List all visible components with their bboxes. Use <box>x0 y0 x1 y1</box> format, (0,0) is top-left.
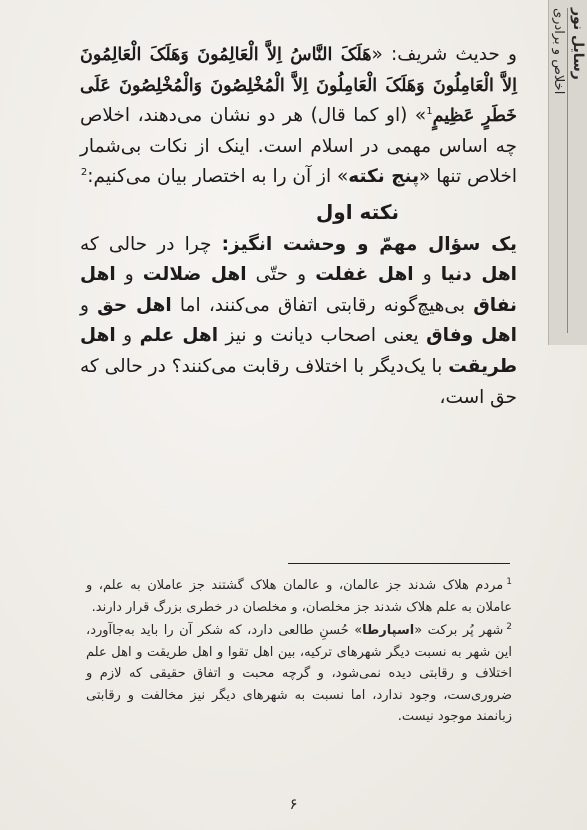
term-ahle-nefagh: اهل نفاق <box>80 264 517 316</box>
question-lead: یک سؤال مهمّ و وحشت انگیز: <box>221 233 517 255</box>
footnotes <box>86 575 512 730</box>
footnote-1-number: 1 <box>506 576 512 587</box>
paragraph-question <box>80 230 517 414</box>
text-run: با یک‌دیگر با اختلاف رقابت می‌کنند؟ در حالی که حق است، <box>80 355 517 408</box>
text-run: چرا در حالی که <box>80 233 222 255</box>
term-ahle-tarighat: اهل طریقت <box>80 325 517 377</box>
section-heading: نکته اول <box>315 199 399 224</box>
term-ahle-vefagh: اهل وفاق <box>426 325 517 347</box>
panj-nokte: پنج نکته <box>348 166 420 188</box>
footnote-ref-1[interactable]: 1 <box>426 106 433 118</box>
text-run: و <box>115 264 143 286</box>
footnote-1 <box>86 575 512 618</box>
paragraph-hadith <box>80 40 517 193</box>
hadith-arabic: هَلَکَ النَّاسُ اِلاَّ الْعَالِمُونَ وَهَلَکَ الْعَالِمُونَ اِلاَّ الْعَامِلُونَ وَهَلَکَ الْعَامِلُونَ اِلاَّ الْمُخْلِصُونَ وَالْمُخْلِصُونَ عَلَی خَطَرٍ عَظِیمٍ <box>80 45 517 127</box>
text-run: و <box>80 294 98 316</box>
footnote-rule <box>288 563 510 564</box>
side-tab-divider <box>567 8 568 333</box>
series-title: رسایل نور <box>570 8 586 80</box>
hadith-comment: » (او کما قال) هر دو نشان می‌دهند، اخلاص چه اساس مهمی در اسلام است. اینک از نکات بی‌شمار اخلاص تنها « <box>80 105 517 188</box>
footnote-1-text: مردم هلاک شدند جز عالمان، و عالمان هلاک گشتند جز عاملان به علم، و عاملان به علم هلاک شدند جز مخلصان، و مخلصان در خطری بزرگ قرار دارند. <box>86 578 512 615</box>
term-ahle-donya: اهل دنیا <box>440 264 517 286</box>
footnote-2-number: 2 <box>506 621 512 632</box>
main-text <box>80 40 517 413</box>
page-number: ۶ <box>289 795 298 813</box>
term-ahle-elm: اهل علم <box>139 325 219 347</box>
term-ahle-zalalat: اهل ضلالت <box>142 264 247 286</box>
paragraph-outro: » از آن را به اختصار بیان می‌کنیم: <box>87 166 349 188</box>
text-run: و حتّی <box>246 264 316 286</box>
term-ahle-ghaflat: اهل غفلت <box>315 264 414 286</box>
text-run: و <box>413 264 441 286</box>
text-run: یعنی اصحاب دیانت و نیز <box>218 325 427 347</box>
footnote-ref-2[interactable]: 2 <box>80 167 88 179</box>
hadith-intro: و حدیث شریف: « <box>371 44 517 65</box>
side-tab <box>548 0 587 345</box>
footnote-2-text-b: » حُسنِ طالعی دارد، که شکر آن را باید به‌جاآورد، این شهر به نسبت دیگر شهرهای ترکیه، بین اهل تقوا و اهل طریقت و اهل علم اختلاف و رقابتی دیده نمی‌شود، و گرچه محبت و اتفاق حقیقی که لازم و ضروری‌ست، وجود ندارد، اما نسبت به شهرهای دیگر نیز مخالفت و رقابتی زبانمند موجود نیست. <box>86 623 512 724</box>
text-run: بی‌هیچ‌گونه رقابتی اتفاق می‌کنند، اما <box>171 294 474 316</box>
footnote-2-city: اسپارطا <box>362 623 415 638</box>
term-ahle-hagh: اهل حق <box>97 294 172 316</box>
book-title: اخلاص و برادری <box>551 8 566 95</box>
footnote-2-text-a: شهر پُر برکت « <box>414 623 504 638</box>
text-run: و <box>115 325 140 347</box>
footnote-2 <box>86 620 512 728</box>
